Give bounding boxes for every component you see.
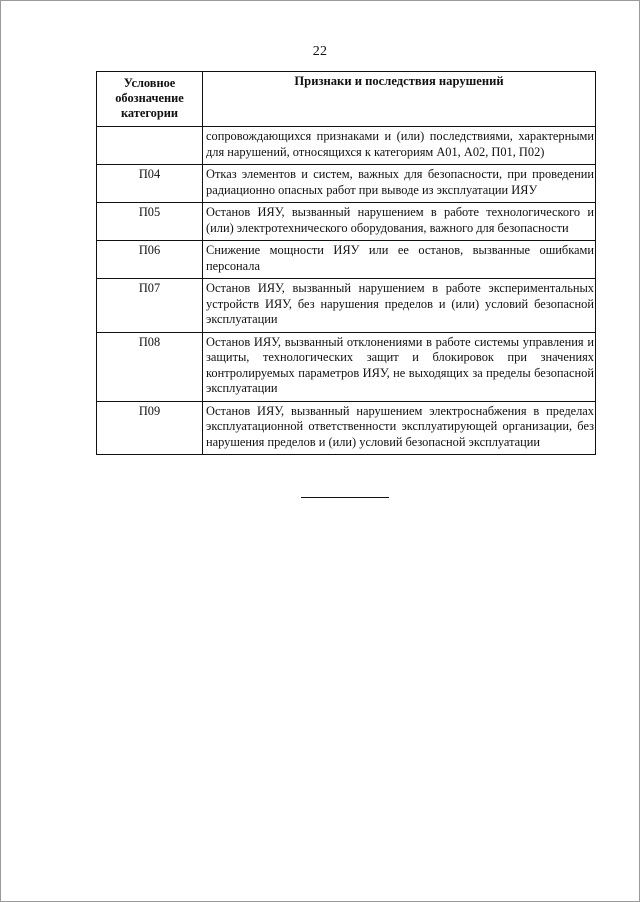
- table-row: [97, 127, 596, 165]
- category-code-cell: П05: [97, 203, 203, 241]
- header-category-code: [97, 72, 203, 127]
- header-code-line: Условное: [123, 76, 176, 90]
- description-cell: Снижение мощности ИЯУ или ее останов, вызванные ошибками персонала: [203, 241, 596, 279]
- category-code-cell: П07: [97, 279, 203, 333]
- description-cell: сопровождающихся признаками и (или) последствиями, характерными для нарушений, относящихся к категориям А01, А02, П01, П02): [203, 127, 596, 165]
- category-code-cell: [97, 127, 203, 165]
- table-row: [97, 241, 596, 279]
- table-row: [97, 401, 596, 455]
- end-of-document-rule: [301, 497, 389, 498]
- table-row: [97, 279, 596, 333]
- violation-categories-table: [96, 71, 596, 455]
- header-code-line: обозначение: [115, 91, 184, 105]
- description-cell: Останов ИЯУ, вызванный нарушением электроснабжения в пределах эксплуатационной ответственности эксплуатирующей организации, без нарушения пределов и (или) условий безопасной эксплуатации: [203, 401, 596, 455]
- description-cell: Останов ИЯУ, вызванный нарушением в работе экспериментальных устройств ИЯУ, без нарушения пределов и (или) условий безопасной эксплуатации: [203, 279, 596, 333]
- description-cell: Останов ИЯУ, вызванный отклонениями в работе системы управления и защиты, технологических защит и блокировок при значениях контролируемых параметров ИЯУ, не выходящих за пределы безопасной эксплуатации: [203, 332, 596, 401]
- category-code-cell: П08: [97, 332, 203, 401]
- table-row: [97, 203, 596, 241]
- category-code-cell: П09: [97, 401, 203, 455]
- category-code-cell: П04: [97, 165, 203, 203]
- page-number: 22: [312, 44, 328, 59]
- header-code-line: категории: [120, 106, 179, 120]
- header-description: Признаки и последствия нарушений: [203, 72, 596, 127]
- table-row: [97, 332, 596, 401]
- description-cell: Отказ элементов и систем, важных для безопасности, при проведении радиационно опасных работ при выводе из эксплуатации ИЯУ: [203, 165, 596, 203]
- table-row: [97, 165, 596, 203]
- table-header-row: [97, 72, 596, 127]
- description-cell: Останов ИЯУ, вызванный нарушением в работе технологического и (или) электротехнического оборудования, важного для безопасности: [203, 203, 596, 241]
- category-code-cell: П06: [97, 241, 203, 279]
